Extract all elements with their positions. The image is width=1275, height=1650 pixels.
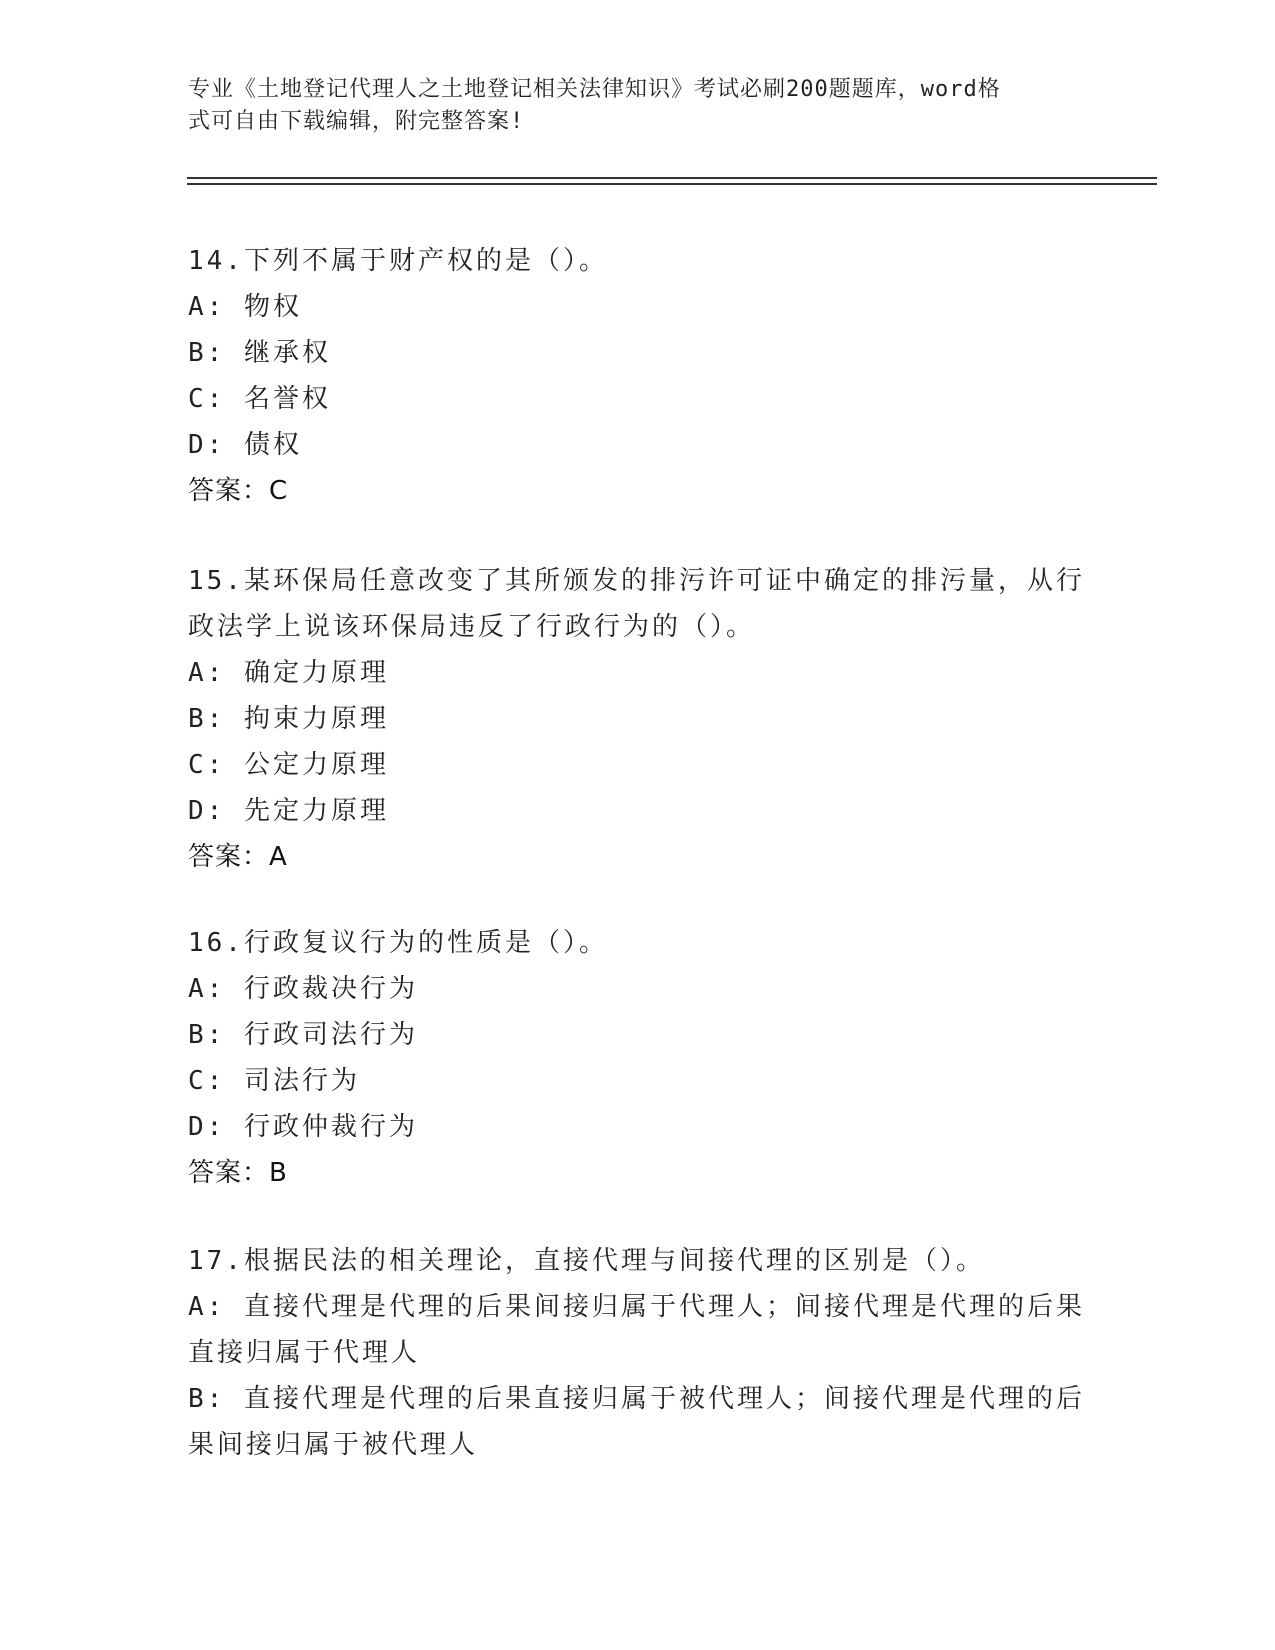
question-14 xyxy=(188,238,1088,514)
question-stem: 14.下列不属于财产权的是（）。 xyxy=(188,246,608,276)
option-c: C: 公定力原理 xyxy=(188,750,389,780)
answer-label: 答案：B xyxy=(188,1158,288,1188)
option-b-line-1: B: 直接代理是代理的后果直接归属于被代理人；间接代理是代理的后 xyxy=(188,1384,1085,1414)
question-stem-line-2: 政法学上说该环保局违反了行政行为的（）。 xyxy=(188,612,756,642)
question-17 xyxy=(188,1238,1088,1468)
option-a: A: 物权 xyxy=(188,292,302,322)
header-line-1: 专业《土地登记代理人之土地登记相关法律知识》考试必刷200题题库，word格 xyxy=(188,77,1001,102)
option-d: D: 行政仲裁行为 xyxy=(188,1112,418,1142)
option-b: B: 拘束力原理 xyxy=(188,704,389,734)
document-header xyxy=(188,74,1088,138)
option-a-line-1: A: 直接代理是代理的后果间接归属于代理人；间接代理是代理的后果 xyxy=(188,1292,1085,1322)
option-a: A: 确定力原理 xyxy=(188,658,389,688)
question-stem: 17.根据民法的相关理论，直接代理与间接代理的区别是（）。 xyxy=(188,1246,985,1276)
question-stem: 16.行政复议行为的性质是（）。 xyxy=(188,928,608,958)
header-divider-bottom xyxy=(187,183,1157,185)
answer-label: 答案：A xyxy=(188,842,288,872)
header-divider-top xyxy=(187,177,1157,179)
option-c: C: 名誉权 xyxy=(188,384,331,414)
option-b-line-2: 果间接归属于被代理人 xyxy=(188,1430,479,1460)
option-c: C: 司法行为 xyxy=(188,1066,360,1096)
option-d: D: 债权 xyxy=(188,430,302,460)
question-15 xyxy=(188,558,1088,880)
answer-label: 答案：C xyxy=(188,476,289,506)
option-b: B: 行政司法行为 xyxy=(188,1020,418,1050)
question-16 xyxy=(188,920,1088,1196)
option-a: A: 行政裁决行为 xyxy=(188,974,418,1004)
option-b: B: 继承权 xyxy=(188,338,331,368)
option-d: D: 先定力原理 xyxy=(188,796,389,826)
header-line-2: 式可自由下载编辑，附完整答案! xyxy=(188,109,525,134)
option-a-line-2: 直接归属于代理人 xyxy=(188,1338,421,1368)
question-stem-line-1: 15.某环保局任意改变了其所颁发的排污许可证中确定的排污量，从行 xyxy=(188,566,1085,596)
